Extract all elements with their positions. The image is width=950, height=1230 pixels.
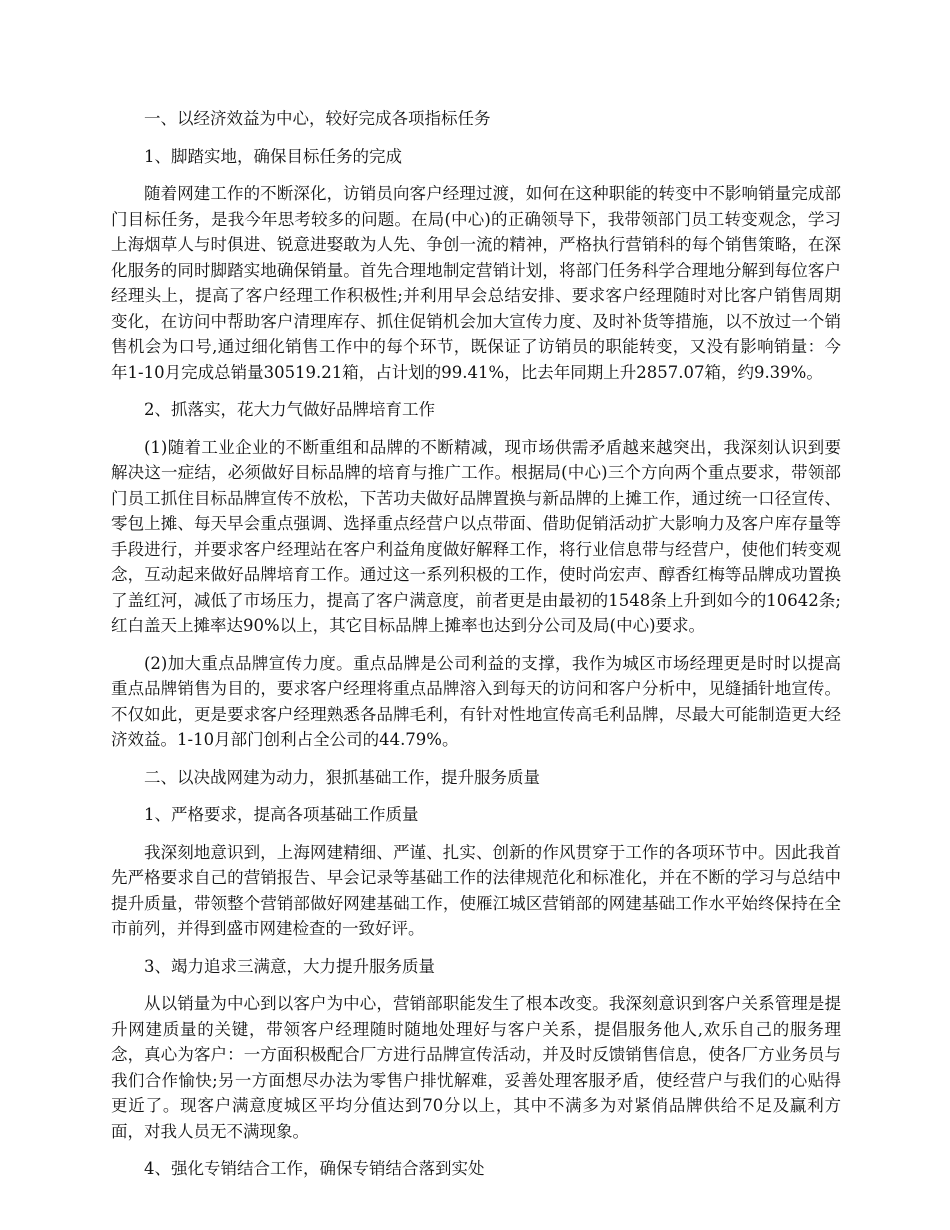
body-paragraph: (1)随着工业企业的不断重组和品牌的不断精减，现市场供需矛盾越来越突出，我深刻认识到要解决这一症结，必须做好目标品牌的培育与推广工作。根据局(中心)三个方向两个重点要求，带领部门员工抓住目标品牌宣传不放松，下苦功夫做好品牌置换与新品牌的上摊工作，通过统一口径宣传、零包上摊、每天早会重点强调、选择重点经营户以点带面、借助促销活动扩大影响力及客户库存量等手段进行，并要求客户经理站在客户利益角度做好解释工作，将行业信息带与经营户，使他们转变观念，互动起来做好品牌培育工作。通过这一系列积极的工作，使时尚宏声、醇香红梅等品牌成功置换了盖红河，减低了市场压力，提高了客户满意度，前者更是由最初的1548条上升到如今的10642条;红白盖天上摊率达90%以上，其它目标品牌上摊率也达到分公司及局(中心)要求。 — [111, 437, 841, 635]
subsection-heading: 2、抓落实，花大力气做好品牌培育工作 — [144, 400, 435, 419]
subsection-heading: 1、脚踏实地，确保目标任务的完成 — [144, 146, 402, 166]
body-paragraph: (2)加大重点品牌宣传力度。重点品牌是公司利益的支撑，我作为城区市场经理更是时时以提高重点品牌销售为目的，要求客户经理将重点品牌溶入到每天的访问和客户分析中，见缝插针地宣传。不仅如此，更是要求客户经理熟悉各品牌毛利，有针对性地宣传高毛利品牌，尽最大可能制造更大经济效益。1-10月部门创利占全公司的44.79%。 — [111, 653, 841, 749]
subsection-heading: 3、竭力追求三满意，大力提升服务质量 — [144, 956, 435, 976]
document-page — [111, 106, 841, 1194]
body-paragraph: 从以销量为中心到以客户为中心，营销部职能发生了根本改变。我深刻意识到客户关系管理是提升网建质量的关键，带领客户经理随时随地处理好与客户关系，提倡服务他人,欢乐自己的服务理念，真心为客户：一方面积极配合厂方进行品牌宣传活动，并及时反馈销售信息，使各厂方业务员与我们合作愉快;另一方面想尽办法为零售户排忧解难，妥善处理客服矛盾，使经营户与我们的心贴得更近了。现客户满意度城区平均分值达到70分以上，其中不满多为对紧俏品牌供给不足及赢利方面，对我人员无不满现象。 — [111, 994, 841, 1141]
subsection-heading: 1、严格要求，提高各项基础工作质量 — [144, 805, 419, 824]
section-heading: 一、以经济效益为中心，较好完成各项指标任务 — [144, 109, 491, 128]
body-paragraph: 我深刻地意识到，上海网建精细、严谨、扎实、创新的作风贯穿于工作的各项环节中。因此我首先严格要求自己的营销报告、早会记录等基础工作的法律规范化和标准化，并在不断的学习与总结中提升质量，带领整个营销部做好网建基础工作，使雁江城区营销部的网建基础工作水平始终保持在全市前列，并得到盛市网建检查的一致好评。 — [111, 842, 841, 938]
body-paragraph: 随着网建工作的不断深化，访销员向客户经理过渡，如何在这种职能的转变中不影响销量完成部门目标任务，是我今年思考较多的问题。在局(中心)的正确领导下，我带领部门员工转变观念，学习上海烟草人与时俱进、锐意进娶敢为人先、争创一流的精神，严格执行营销科的每个销售策略，在深化服务的同时脚踏实地确保销量。首先合理地制定营销计划，将部门任务科学合理地分解到每位客户经理头上，提高了客户经理工作积极性;并利用早会总结安排、要求客户经理随时对比客户销售周期变化，在访问中帮助客户清理库存、抓住促销机会加大宣传力度、及时补货等措施，以不放过一个销售机会为口号,通过细化销售工作中的每个环节，既保证了访销员的职能转变，又没有影响销量：今年1-10月完成总销量30519.21箱，占计划的99.41%，比去年同期上升2857.07箱，约9.39%。 — [111, 184, 841, 382]
subsection-heading: 4、强化专销结合工作，确保专销结合落到实处 — [144, 1159, 485, 1178]
section-heading: 二、以决战网建为动力，狠抓基础工作，提升服务质量 — [144, 767, 540, 787]
